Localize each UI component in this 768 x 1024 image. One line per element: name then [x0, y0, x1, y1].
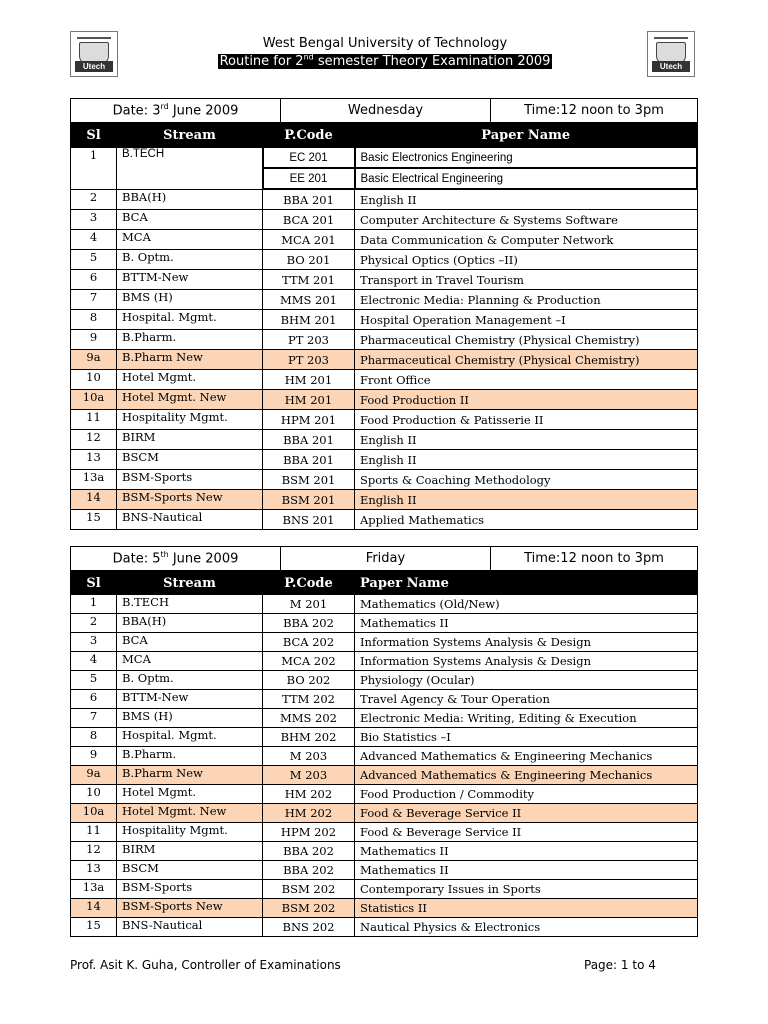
- cell-paper: English II: [355, 450, 698, 470]
- cell-pcode: HM 202: [263, 785, 355, 804]
- cell-pcode: TTM 201: [263, 270, 355, 290]
- cell-sl: 10a: [71, 804, 117, 823]
- cell-paper: Statistics II: [355, 899, 698, 918]
- cell-pcode: PT 203: [263, 350, 355, 370]
- day1-exam-table: [70, 123, 698, 530]
- cell-sl: 5: [71, 250, 117, 270]
- cell-stream: BSCM: [117, 450, 263, 470]
- col-paper: Paper Name: [355, 572, 698, 595]
- cell-paper: Basic Electrical Engineering: [355, 168, 698, 189]
- col-stream: Stream: [117, 572, 263, 595]
- day2-weekday: Friday: [281, 547, 491, 571]
- cell-pcode: BBA 202: [263, 614, 355, 633]
- cell-paper: Sports & Coaching Methodology: [355, 470, 698, 490]
- cell-pcode: HM 201: [263, 370, 355, 390]
- cell-sl: 6: [71, 690, 117, 709]
- cell-paper: Basic Electronics Engineering: [355, 147, 698, 168]
- routine-title: Routine for 2nd semester Theory Examination 2009: [219, 53, 551, 70]
- day1-date: Date: 3rd June 2009: [71, 99, 281, 123]
- cell-stream: MCA: [117, 652, 263, 671]
- cell-paper: Information Systems Analysis & Design: [355, 652, 698, 671]
- table-row: [71, 470, 698, 490]
- cell-paper: Electronic Media: Writing, Editing & Execution: [355, 709, 698, 728]
- cell-stream: MCA: [117, 230, 263, 250]
- table-row: [71, 861, 698, 880]
- cell-pcode: EC 201: [263, 147, 355, 168]
- cell-sl: 11: [71, 823, 117, 842]
- cell-stream: Hotel Mgmt. New: [117, 804, 263, 823]
- cell-stream: B. Optm.: [117, 250, 263, 270]
- cell-pcode: BCA 201: [263, 210, 355, 230]
- cell-pcode: M 201: [263, 595, 355, 614]
- cell-paper: Electronic Media: Planning & Production: [355, 290, 698, 310]
- cell-pcode: BO 201: [263, 250, 355, 270]
- cell-sl: 7: [71, 290, 117, 310]
- cell-sl: 11: [71, 410, 117, 430]
- cell-sl: 1: [71, 595, 117, 614]
- cell-pcode: BSM 202: [263, 899, 355, 918]
- cell-stream: BCA: [117, 633, 263, 652]
- cell-paper: Data Communication & Computer Network: [355, 230, 698, 250]
- cell-stream: Hospitality Mgmt.: [117, 823, 263, 842]
- table-row: [71, 823, 698, 842]
- cell-stream: B.Pharm.: [117, 330, 263, 350]
- cell-paper: Nautical Physics & Electronics: [355, 918, 698, 937]
- cell-stream: Hospitality Mgmt.: [117, 410, 263, 430]
- logo-text: Utech: [75, 61, 113, 72]
- logo-text: Utech: [652, 61, 690, 72]
- cell-paper: Food & Beverage Service II: [355, 804, 698, 823]
- table-row: [71, 595, 698, 614]
- table-row: [71, 880, 698, 899]
- table-row: [71, 370, 698, 390]
- table-row: [71, 671, 698, 690]
- cell-stream: B. Optm.: [117, 671, 263, 690]
- cell-pcode: BNS 201: [263, 510, 355, 530]
- cell-pcode: BBA 201: [263, 189, 355, 210]
- cell-stream: B.Pharm.: [117, 747, 263, 766]
- cell-sl: 9a: [71, 766, 117, 785]
- cell-sl: 14: [71, 490, 117, 510]
- col-stream: Stream: [117, 124, 263, 148]
- table-row: [71, 652, 698, 671]
- cell-pcode: MMS 202: [263, 709, 355, 728]
- cell-pcode: BBA 201: [263, 450, 355, 470]
- cell-sl: 13a: [71, 880, 117, 899]
- cell-sl: 1: [71, 147, 117, 189]
- cell-stream: B.TECH: [117, 147, 263, 189]
- cell-paper: Mathematics II: [355, 861, 698, 880]
- day1-weekday: Wednesday: [281, 99, 491, 123]
- controller-name: Prof. Asit K. Guha, Controller of Examinations: [70, 958, 341, 972]
- table-row: [71, 350, 698, 370]
- cell-pcode: BBA 201: [263, 430, 355, 450]
- cell-paper: Advanced Mathematics & Engineering Mechanics: [355, 766, 698, 785]
- cell-paper: Pharmaceutical Chemistry (Physical Chemistry): [355, 350, 698, 370]
- table-row: [71, 690, 698, 709]
- cell-sl: 6: [71, 270, 117, 290]
- cell-stream: BCA: [117, 210, 263, 230]
- cell-paper: Advanced Mathematics & Engineering Mechanics: [355, 747, 698, 766]
- cell-pcode: BCA 202: [263, 633, 355, 652]
- table-row: [71, 330, 698, 350]
- cell-sl: 3: [71, 633, 117, 652]
- cell-pcode: M 203: [263, 747, 355, 766]
- cell-paper: Travel Agency & Tour Operation: [355, 690, 698, 709]
- university-logo-left: [70, 31, 118, 77]
- cell-stream: Hotel Mgmt.: [117, 370, 263, 390]
- cell-pcode: MCA 202: [263, 652, 355, 671]
- cell-sl: 4: [71, 230, 117, 250]
- cell-stream: BMS (H): [117, 709, 263, 728]
- cell-pcode: BSM 201: [263, 470, 355, 490]
- table-row: [71, 510, 698, 530]
- table-row: [71, 766, 698, 785]
- cell-stream: Hospital. Mgmt.: [117, 728, 263, 747]
- cell-sl: 9: [71, 747, 117, 766]
- table-row: [71, 270, 698, 290]
- col-pcode: P.Code: [263, 572, 355, 595]
- cell-sl: 2: [71, 614, 117, 633]
- cell-paper: Pharmaceutical Chemistry (Physical Chemistry): [355, 330, 698, 350]
- table-row: [71, 633, 698, 652]
- day1-header-table: [70, 98, 698, 123]
- cell-paper: Computer Architecture & Systems Software: [355, 210, 698, 230]
- cell-sl: 14: [71, 899, 117, 918]
- cell-pcode: BSM 202: [263, 880, 355, 899]
- cell-sl: 2: [71, 189, 117, 210]
- cell-paper: Food Production II: [355, 390, 698, 410]
- cell-pcode: HPM 202: [263, 823, 355, 842]
- cell-pcode: HM 201: [263, 390, 355, 410]
- table-row: [71, 918, 698, 937]
- table-row: [71, 899, 698, 918]
- table-row: [71, 785, 698, 804]
- cell-stream: BSM-Sports New: [117, 490, 263, 510]
- cell-sl: 4: [71, 652, 117, 671]
- cell-sl: 10: [71, 785, 117, 804]
- table-row: [71, 490, 698, 510]
- day2-header-table: [70, 546, 698, 571]
- cell-stream: BTTM-New: [117, 690, 263, 709]
- cell-paper: Physiology (Ocular): [355, 671, 698, 690]
- col-paper: Paper Name: [355, 124, 698, 148]
- day1-time: Time:12 noon to 3pm: [491, 99, 698, 123]
- cell-pcode: HM 202: [263, 804, 355, 823]
- cell-sl: 8: [71, 310, 117, 330]
- cell-stream: BBA(H): [117, 614, 263, 633]
- cell-sl: 9a: [71, 350, 117, 370]
- col-sl: Sl: [71, 124, 117, 148]
- table-header-row: [71, 124, 698, 148]
- cell-sl: 15: [71, 510, 117, 530]
- cell-sl: 15: [71, 918, 117, 937]
- cell-paper: Information Systems Analysis & Design: [355, 633, 698, 652]
- cell-paper: Food Production / Commodity: [355, 785, 698, 804]
- day2-time: Time:12 noon to 3pm: [491, 547, 698, 571]
- university-title: West Bengal University of Technology: [262, 36, 508, 51]
- cell-sl: 10a: [71, 390, 117, 410]
- cell-sl: 13: [71, 450, 117, 470]
- cell-paper: Front Office: [355, 370, 698, 390]
- cell-stream: BSCM: [117, 861, 263, 880]
- table-row: [71, 747, 698, 766]
- table-row: [71, 709, 698, 728]
- cell-paper: Contemporary Issues in Sports: [355, 880, 698, 899]
- table-row: [71, 250, 698, 270]
- cell-pcode: BHM 202: [263, 728, 355, 747]
- cell-paper: Mathematics (Old/New): [355, 595, 698, 614]
- cell-sl: 8: [71, 728, 117, 747]
- cell-stream: BSM-Sports: [117, 880, 263, 899]
- cell-pcode: BO 202: [263, 671, 355, 690]
- cell-stream: BIRM: [117, 430, 263, 450]
- cell-paper: Mathematics II: [355, 614, 698, 633]
- table-row: [71, 804, 698, 823]
- cell-sl: 13a: [71, 470, 117, 490]
- table-row: [71, 189, 698, 210]
- page-number: Page: 1 to 4: [584, 958, 656, 972]
- table-row: [71, 390, 698, 410]
- cell-stream: Hotel Mgmt.: [117, 785, 263, 804]
- table-header-row: [71, 572, 698, 595]
- cell-paper: Mathematics II: [355, 842, 698, 861]
- day2-exam-table: [70, 571, 698, 937]
- cell-pcode: BNS 202: [263, 918, 355, 937]
- cell-paper: Bio Statistics –I: [355, 728, 698, 747]
- day2-date: Date: 5th June 2009: [71, 547, 281, 571]
- cell-sl: 10: [71, 370, 117, 390]
- cell-pcode: BHM 201: [263, 310, 355, 330]
- table-row: [71, 310, 698, 330]
- cell-pcode: BBA 202: [263, 861, 355, 880]
- cell-pcode: TTM 202: [263, 690, 355, 709]
- cell-stream: BTTM-New: [117, 270, 263, 290]
- cell-sl: 13: [71, 861, 117, 880]
- cell-stream: Hotel Mgmt. New: [117, 390, 263, 410]
- cell-stream: BNS-Nautical: [117, 918, 263, 937]
- cell-stream: B.Pharm New: [117, 766, 263, 785]
- cell-stream: B.Pharm New: [117, 350, 263, 370]
- cell-stream: B.TECH: [117, 595, 263, 614]
- cell-paper: English II: [355, 430, 698, 450]
- cell-paper: Physical Optics (Optics –II): [355, 250, 698, 270]
- cell-paper: Applied Mathematics: [355, 510, 698, 530]
- cell-stream: BSM-Sports: [117, 470, 263, 490]
- cell-stream: BBA(H): [117, 189, 263, 210]
- table-row: [71, 430, 698, 450]
- table-row: [71, 450, 698, 470]
- cell-paper: Hospital Operation Management –I: [355, 310, 698, 330]
- cell-paper: Food & Beverage Service II: [355, 823, 698, 842]
- cell-stream: BNS-Nautical: [117, 510, 263, 530]
- table-row: [71, 290, 698, 310]
- cell-pcode: EE 201: [263, 168, 355, 189]
- cell-paper: English II: [355, 189, 698, 210]
- cell-paper: Food Production & Patisserie II: [355, 410, 698, 430]
- table-row: [71, 210, 698, 230]
- table-row: [71, 230, 698, 250]
- cell-paper: English II: [355, 490, 698, 510]
- cell-pcode: BBA 202: [263, 842, 355, 861]
- col-sl: Sl: [71, 572, 117, 595]
- table-row: [71, 410, 698, 430]
- cell-sl: 12: [71, 430, 117, 450]
- table-row: [71, 728, 698, 747]
- cell-paper: Transport in Travel Tourism: [355, 270, 698, 290]
- cell-sl: 12: [71, 842, 117, 861]
- table-row: [71, 147, 698, 168]
- cell-pcode: HPM 201: [263, 410, 355, 430]
- cell-sl: 9: [71, 330, 117, 350]
- table-row: [71, 614, 698, 633]
- table-row: [71, 842, 698, 861]
- cell-stream: BIRM: [117, 842, 263, 861]
- cell-pcode: M 203: [263, 766, 355, 785]
- cell-stream: Hospital. Mgmt.: [117, 310, 263, 330]
- cell-sl: 3: [71, 210, 117, 230]
- cell-pcode: MMS 201: [263, 290, 355, 310]
- col-pcode: P.Code: [263, 124, 355, 148]
- cell-pcode: BSM 201: [263, 490, 355, 510]
- cell-pcode: MCA 201: [263, 230, 355, 250]
- university-logo-right: [647, 31, 695, 77]
- cell-stream: BSM-Sports New: [117, 899, 263, 918]
- cell-sl: 7: [71, 709, 117, 728]
- cell-stream: BMS (H): [117, 290, 263, 310]
- cell-sl: 5: [71, 671, 117, 690]
- cell-pcode: PT 203: [263, 330, 355, 350]
